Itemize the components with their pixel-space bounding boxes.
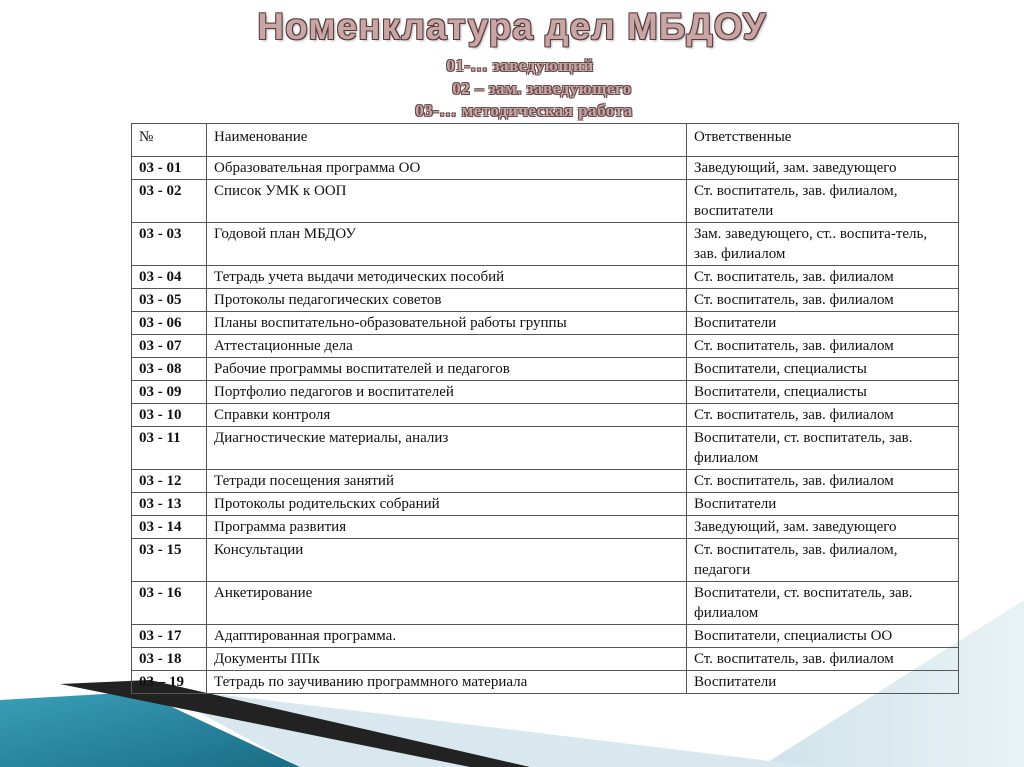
row-number: 03 - 18 bbox=[132, 648, 207, 671]
row-responsible: Ст. воспитатель, зав. филиалом bbox=[687, 648, 959, 671]
subtitle-methodical: 03-… методическая работа bbox=[415, 101, 633, 120]
table-row bbox=[132, 648, 959, 671]
table-row bbox=[132, 312, 959, 335]
row-number: 03 - 09 bbox=[132, 381, 207, 404]
page-title: Номенклатура дел МБДОУ bbox=[257, 6, 767, 47]
row-name: Образовательная программа ОО bbox=[207, 157, 687, 180]
row-responsible: Ст. воспитатель, зав. филиалом bbox=[687, 266, 959, 289]
row-name: Анкетирование bbox=[207, 582, 687, 625]
row-number: 03 - 01 bbox=[132, 157, 207, 180]
row-name: Тетради посещения занятий bbox=[207, 470, 687, 493]
nomenclature-table bbox=[131, 123, 959, 694]
row-number: 03 - 11 bbox=[132, 427, 207, 470]
subtitle-head: 01-… заведующий bbox=[446, 56, 594, 75]
table-row bbox=[132, 266, 959, 289]
row-name: Диагностические материалы, анализ bbox=[207, 427, 687, 470]
table-row bbox=[132, 625, 959, 648]
table-row bbox=[132, 381, 959, 404]
row-responsible: Заведующий, зам. заведующего bbox=[687, 157, 959, 180]
row-responsible: Ст. воспитатель, зав. филиалом bbox=[687, 470, 959, 493]
row-name: Аттестационные дела bbox=[207, 335, 687, 358]
row-number: 03 - 04 bbox=[132, 266, 207, 289]
row-name: Документы ППк bbox=[207, 648, 687, 671]
row-responsible: Воспитатели bbox=[687, 312, 959, 335]
table-row bbox=[132, 582, 959, 625]
row-number: 03 - 03 bbox=[132, 223, 207, 266]
row-number: 03 - 10 bbox=[132, 404, 207, 427]
row-responsible: Воспитатели, специалисты bbox=[687, 381, 959, 404]
row-number: 03 – 19 bbox=[132, 671, 207, 694]
row-responsible: Зам. заведующего, ст.. воспита-тель, зав. филиалом bbox=[687, 223, 959, 266]
row-name: Рабочие программы воспитателей и педагогов bbox=[207, 358, 687, 381]
table-row bbox=[132, 427, 959, 470]
table-row bbox=[132, 671, 959, 694]
row-number: 03 - 15 bbox=[132, 539, 207, 582]
row-name: Планы воспитательно-образовательной работы группы bbox=[207, 312, 687, 335]
row-responsible: Воспитатели bbox=[687, 493, 959, 516]
row-name: Протоколы педагогических советов bbox=[207, 289, 687, 312]
row-name: Консультации bbox=[207, 539, 687, 582]
row-responsible: Ст. воспитатель, зав. филиалом bbox=[687, 335, 959, 358]
row-number: 03 - 05 bbox=[132, 289, 207, 312]
row-responsible: Воспитатели bbox=[687, 671, 959, 694]
row-responsible: Воспитатели, ст. воспитатель, зав. филиалом bbox=[687, 427, 959, 470]
row-number: 03 - 14 bbox=[132, 516, 207, 539]
row-responsible: Ст. воспитатель, зав. филиалом, педагоги bbox=[687, 539, 959, 582]
row-name: Программа развития bbox=[207, 516, 687, 539]
table-row bbox=[132, 335, 959, 358]
table-row bbox=[132, 289, 959, 312]
row-responsible: Ст. воспитатель, зав. филиалом bbox=[687, 404, 959, 427]
header-responsible: Ответственные bbox=[687, 124, 959, 157]
row-name: Годовой план МБДОУ bbox=[207, 223, 687, 266]
row-name: Тетрадь по заучиванию программного материала bbox=[207, 671, 687, 694]
row-number: 03 - 02 bbox=[132, 180, 207, 223]
row-name: Адаптированная программа. bbox=[207, 625, 687, 648]
table-row bbox=[132, 157, 959, 180]
table-row bbox=[132, 470, 959, 493]
table-row bbox=[132, 404, 959, 427]
table-row bbox=[132, 223, 959, 266]
header-number: № bbox=[132, 124, 207, 157]
row-number: 03 - 12 bbox=[132, 470, 207, 493]
row-name: Список УМК к ООП bbox=[207, 180, 687, 223]
row-name: Справки контроля bbox=[207, 404, 687, 427]
row-responsible: Воспитатели, специалисты ОО bbox=[687, 625, 959, 648]
row-number: 03 - 16 bbox=[132, 582, 207, 625]
table-row bbox=[132, 516, 959, 539]
table-row bbox=[132, 180, 959, 223]
row-number: 03 - 06 bbox=[132, 312, 207, 335]
row-responsible: Ст. воспитатель, зав. филиалом bbox=[687, 289, 959, 312]
row-number: 03 - 17 bbox=[132, 625, 207, 648]
row-name: Протоколы родительских собраний bbox=[207, 493, 687, 516]
row-responsible: Воспитатели, ст. воспитатель, зав. филиалом bbox=[687, 582, 959, 625]
row-responsible: Воспитатели, специалисты bbox=[687, 358, 959, 381]
subtitle-deputy: 02 – зам. заведующего bbox=[452, 79, 632, 98]
row-name: Портфолио педагогов и воспитателей bbox=[207, 381, 687, 404]
row-responsible: Ст. воспитатель, зав. филиалом, воспитатели bbox=[687, 180, 959, 223]
row-number: 03 - 13 bbox=[132, 493, 207, 516]
header-name: Наименование bbox=[207, 124, 687, 157]
table-row bbox=[132, 539, 959, 582]
row-number: 03 - 08 bbox=[132, 358, 207, 381]
table-row bbox=[132, 493, 959, 516]
table-header-row bbox=[132, 124, 959, 157]
row-name: Тетрадь учета выдачи методических пособий bbox=[207, 266, 687, 289]
table-row bbox=[132, 358, 959, 381]
row-number: 03 - 07 bbox=[132, 335, 207, 358]
row-responsible: Заведующий, зам. заведующего bbox=[687, 516, 959, 539]
